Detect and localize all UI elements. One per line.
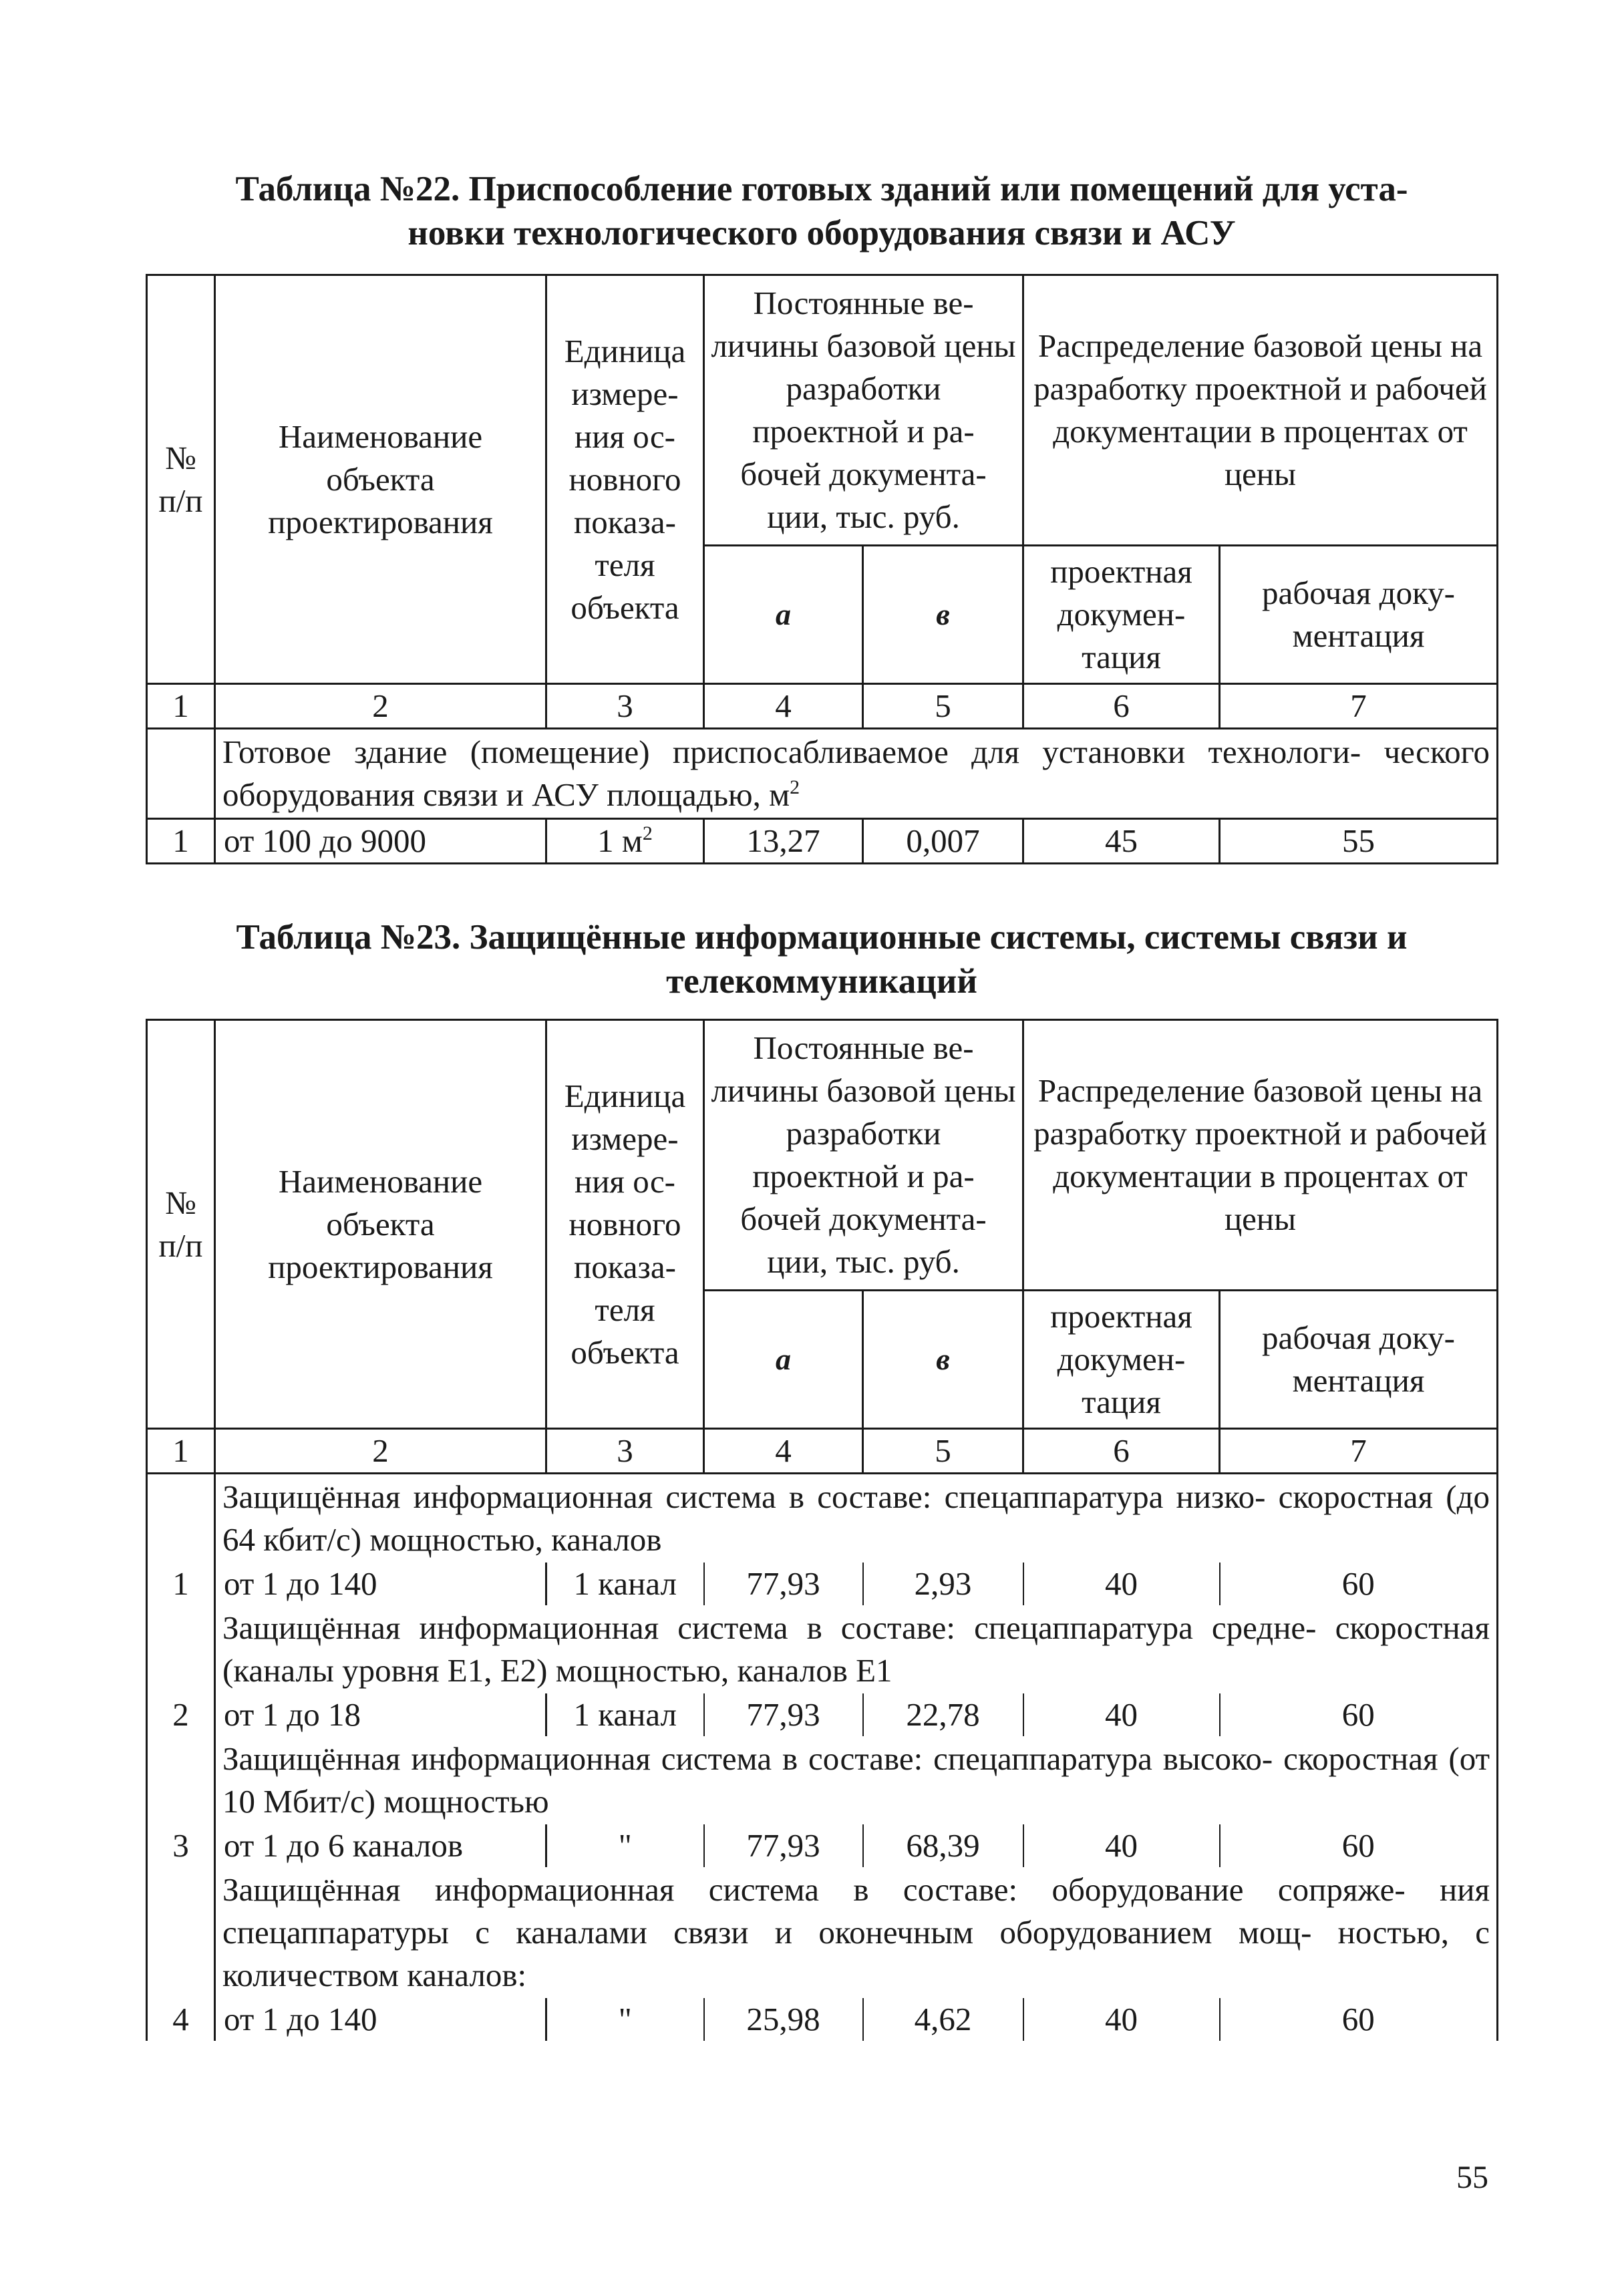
colnum: 5 [863,684,1023,729]
row-b: 2,93 [863,1563,1023,1605]
row-b: 68,39 [863,1824,1023,1867]
colnum: 5 [863,1429,1023,1474]
colnum: 4 [704,1429,863,1474]
table23-caption-line1: Таблица №23. Защищённые информационные системы, системы связи и [236,918,1408,957]
colnum: 7 [1220,1429,1498,1474]
header-no: № п/п [147,1020,215,1429]
row-name: от 1 до 140 [215,1998,546,2041]
header-unit: Единица измере- ния ос- новного показа- теля объекта [546,1020,704,1429]
row-description: Защищённая информационная система в составе: спецаппаратура высоко- скоростная (от 10 Мбит/с) мощностью [215,1736,1498,1824]
row-unit: " [546,1824,704,1867]
row-proj: 40 [1023,1563,1220,1605]
row-no-spacer [147,1867,215,1998]
row-name: от 1 до 140 [215,1563,546,1605]
group-description [215,729,1498,819]
row-unit: 1 канал [546,1563,704,1605]
page-number: 55 [1456,2160,1488,2195]
table22-caption-line1: Таблица №22. Приспособление готовых зданий или помещений для уста- [235,170,1408,208]
row-no: 1 [147,1563,215,1605]
row-description: Защищённая информационная система в составе: спецаппаратура средне- скоростная (каналы уровня Е1, Е2) мощностью, каналов Е1 [215,1605,1498,1693]
group-no-cell [147,729,215,819]
row-work: 60 [1220,1824,1498,1867]
colnum: 3 [546,1429,704,1474]
table23-caption-line2: телекоммуникаций [666,962,977,1001]
colnum: 1 [147,1429,215,1474]
row-unit-sup: 2 [642,822,653,844]
row-proj: 45 [1023,819,1220,864]
header-const: Постоянные ве- личины базовой цены разработки проектной и ра- бочей документа- ции, тыс. руб. [704,1020,1023,1291]
row-no: 4 [147,1998,215,2041]
row-work: 60 [1220,1998,1498,2041]
header-no: № п/п [147,275,215,684]
group-description-text: Готовое здание (помещение) приспосабливаемое для установки технологи- ческого оборудования связи и АСУ площадью, м [222,733,1490,813]
row-unit [546,819,704,864]
header-dist: Распределение базовой цены на разработку проектной и рабочей документации в процентах от цены [1023,1020,1498,1291]
row-no: 2 [147,1693,215,1736]
row-unit: " [546,1998,704,2041]
colnum: 6 [1023,684,1220,729]
colnum: 3 [546,684,704,729]
header-proj: проектная докумен- тация [1023,546,1220,684]
table22-caption-line2: новки технологического оборудования связи и АСУ [408,214,1236,253]
row-proj: 40 [1023,1693,1220,1736]
colnum: 2 [215,1429,546,1474]
colnum: 7 [1220,684,1498,729]
row-name: от 1 до 6 каналов [215,1824,546,1867]
row-name: от 1 до 18 [215,1693,546,1736]
header-work: рабочая доку- ментация [1220,546,1498,684]
row-no-spacer [147,1736,215,1824]
table22 [146,274,1498,864]
row-b: 4,62 [863,1998,1023,2041]
row-a: 77,93 [704,1563,863,1605]
header-unit: Единица измере- ния ос- новного показа- теля объекта [546,275,704,684]
table22-caption [154,167,1490,255]
colnum: 1 [147,684,215,729]
row-a: 25,98 [704,1998,863,2041]
header-a: а [704,546,863,684]
row-name: от 100 до 9000 [215,819,546,864]
header-dist: Распределение базовой цены на разработку проектной и рабочей документации в процентах от цены [1023,275,1498,546]
header-work: рабочая доку- ментация [1220,1291,1498,1429]
row-b: 22,78 [863,1693,1023,1736]
row-b: 0,007 [863,819,1023,864]
header-proj: проектная докумен- тация [1023,1291,1220,1429]
row-no-spacer [147,1605,215,1693]
row-proj: 40 [1023,1998,1220,2041]
header-name: Наименование объекта проектирования [215,275,546,684]
row-unit-text: 1 м [597,822,643,859]
row-a: 77,93 [704,1693,863,1736]
row-no: 1 [147,819,215,864]
row-unit: 1 канал [546,1693,704,1736]
header-const: Постоянные ве- личины базовой цены разработки проектной и ра- бочей документа- ции, тыс. руб. [704,275,1023,546]
colnum: 2 [215,684,546,729]
header-b: в [863,1291,1023,1429]
table23 [146,1019,1498,2041]
header-name: Наименование объекта проектирования [215,1020,546,1429]
group-description-sup: 2 [790,776,800,798]
table23-caption [154,915,1490,1003]
row-work: 60 [1220,1563,1498,1605]
row-no: 3 [147,1824,215,1867]
header-a: а [704,1291,863,1429]
row-description: Защищённая информационная система в составе: спецаппаратура низко- скоростная (до 64 кбит/с) мощностью, каналов [215,1474,1498,1563]
row-a: 77,93 [704,1824,863,1867]
row-work: 55 [1220,819,1498,864]
row-description: Защищённая информационная система в составе: оборудование сопряже- ния спецаппаратуры с каналами связи и оконечным оборудованием мощ- ностью, с количеством каналов: [215,1867,1498,1998]
header-b: в [863,546,1023,684]
row-a: 13,27 [704,819,863,864]
colnum: 6 [1023,1429,1220,1474]
row-no-spacer [147,1474,215,1563]
colnum: 4 [704,684,863,729]
row-proj: 40 [1023,1824,1220,1867]
row-work: 60 [1220,1693,1498,1736]
